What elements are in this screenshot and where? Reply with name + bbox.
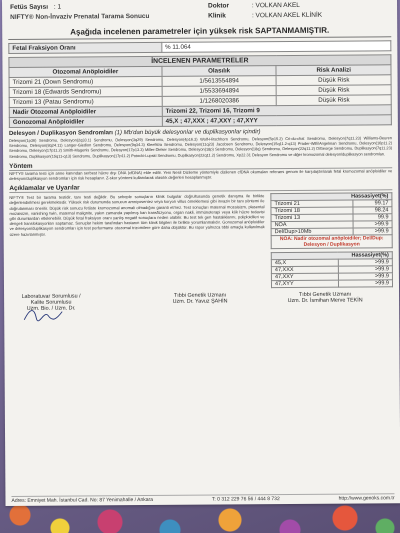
sens-value: >99.9 (338, 266, 392, 273)
table-row (271, 280, 392, 288)
geneticist-2-name: Uzm. Dr. İsmihan Merve TEKİN (287, 297, 363, 305)
rare-autosomal-value: Trizomi 22, Trizomi 16, Trizomi 9 (162, 105, 391, 117)
sens-key: Trizomi 18 (271, 207, 353, 215)
row-probability: 1/5613554894 (162, 76, 277, 87)
lab-name: Uzm. Bio. / Uzm. Dr. (26, 305, 76, 313)
sensitivity-note: NOA: Nadir otozomal anöploidiler; Del/Dup: Delesyon / Duplikasyon (271, 235, 392, 249)
row-probability: 1/5533694894 (162, 86, 277, 97)
sens-key: Trizomi 13 (271, 214, 353, 222)
sens-value: >99.9 (353, 221, 392, 228)
row-risk: Düşük Risk (276, 85, 391, 96)
col-risk: Risk Analizi (276, 65, 391, 76)
gonosomal-value: 45,X ; 47,XXX ; 47,XXY ; 47,XYY (162, 115, 391, 127)
notes-text: NIFTY® Test bir tarama testidir, tanı testi değildir. Bu sebeple sonuçların klinik bulgular doğrultusunda genetik danışma ile birlikte değerlendirilmesi gerekmektedir. Yüksek risk durumunda sonucun amniyosentez veya koryon villus örneklemesi gibi invaziv bir tanı yöntemi ile doğrulanması önerilir. Düşük risk sonucu fetüste kromozomal anomali olmadığını garanti etmez. Test sonuçları maternal mozaisizm, plasental mozaisizm, vanishing twin, maternal malignite, yakın zamanda yapılmış kan transfüzyonu, organ nakli, immünoterapi veya kök hücre tedavisi gibi durumlardan etkilenebilir. Düşük fetal fraksiyon oranı yanlış negatif sonuçlara neden olabilir. Bu test tek gen hastalıklarını, poliploidileri ve dengeli translokasyonları saptamaz. Sonuçlar hekim tarafından hastanın tüm klinik bilgileri ile birlikte yorumlanmalıdır. Gonozomal anöploidiler ve delesyon/duplikasyon sendromları için test performansı otozomal trizomilere göre daha düşüktür. Bu rapor yalnızca tıbbi amaçla kullanılmak üzere hazırlanmıştır. (9, 193, 265, 237)
sensitivity-head: Hassasiyet(%) (271, 193, 392, 201)
col-aneuploidy: Otozomal Anöploidiler (9, 66, 162, 77)
report-page (2, 0, 400, 506)
row-name: Trizomi 18 (Edwards Sendromu) (9, 86, 162, 97)
sens-value: 99.17 (353, 200, 392, 207)
clinic-value: : VOLKAN AKEL KLİNİK (251, 11, 323, 20)
geneticist-1-block (160, 293, 240, 306)
sens-value: >99.9 (338, 259, 392, 266)
gonosomal-label: Gonozomal Anöploidiler (9, 116, 162, 127)
row-risk: Düşük Risk (277, 95, 392, 106)
row-probability: 1/1268020386 (162, 96, 277, 107)
signature-area (10, 291, 393, 338)
fetal-fraction-label: Fetal Fraksiyon Oranı (9, 42, 162, 53)
deletion-note: (1) Mb'dan büyük delesyonlar ve duplikasyonlar içindir) (114, 129, 261, 137)
sens-key: 47,XXY (271, 273, 338, 280)
col-probability: Olasılık (162, 66, 277, 77)
geneticist-2-label: Tıbbi Genetik Uzmanı (298, 291, 352, 299)
parameters-table (8, 54, 391, 128)
doctor-value: : VOLKAN AKEL (251, 1, 300, 10)
fetus-label: Fetüs Sayısı (10, 3, 49, 11)
clinic-line (208, 12, 322, 20)
gonosomal-sensitivity-table (271, 251, 393, 288)
notes-section (9, 192, 393, 290)
geneticist-1-label: Tıbbi Genetik Uzmanı (173, 292, 227, 300)
fetal-fraction-table (8, 40, 391, 54)
phone: T: 0 312 229 76 56 / 444 8 732 (211, 496, 280, 503)
fetus-value: 1 (57, 3, 62, 11)
geneticist-1-name: Uzm. Dr. Yavuz ŞAHİN (172, 298, 228, 306)
row-name: Trizomi 13 (Patau Sendromu) (9, 96, 162, 107)
sensitivity-table (270, 192, 392, 249)
deletion-list: Delesyon(1p36) Sendromu, Delesyon(2q33.1) Sendromu, Delesyon(3q29) Sendromu, Delesyon(4p16.3) Wolf-Hirschhorn Sendromu, Delesyon(5p15.2) Cri-du-chat Sendromu, Delesyon(7q11.23) Williams-Beuren Sendromu, Delesyon(8q24.11) Langer-Giedion Sendromu, Delesyon(9q34.3) Kleefstra Sendromu, Delesyon(11q23) Jacobsen Sendromu, Delesyon(15q11.2-q13) Prader-Willi/Angelman Sendromu, Delesyon(16p11.2) Sendromu, Delesyon(17p11.2) Smith-Magenis Sendromu, Delesyon(17p13.3) Miller-Dieker Sendromu, Delesyon(18p) Sendromu, Delesyon(18q) Sendromu, Delesyon(22q11.2) DiGeorge Sendromu, Duplikasyon(7q11.23) Sendromu, Duplikasyon(15q11-q13) Sendromu, Duplikasyon(17p11.2) Potocki-Lupski Sendromu, Duplikasyon(22q11.2) Sendromu, Xp22.31 Delesyon Sendromu ve diğer kromozomal delesyon/duplikasyon sendromları. (8, 135, 393, 159)
sens-key: Trizomi 21 (271, 200, 353, 208)
handwritten-signature (22, 306, 64, 324)
row-name: Trizomi 21 (Down Sendromu) (9, 76, 162, 87)
sens-key: 47,XYY (271, 280, 338, 287)
sens-key: 45,X (271, 259, 338, 266)
sens-value: 98.24 (353, 207, 392, 214)
report-header (8, 0, 391, 26)
method-text: NIFTY® tarama testi için anne kanından serbest hücre dışı DNA (cfDNA) elde edilir. Yeni Nesil Dizileme yöntemiyle dizilenen cfDNA okumaları referans genom ile karşılaştırılarak fetal kromozomal anöploidiler ve delesyon/duplikasyon sendromları için risk hesaplanır. Z-skor yöntemi kullanılarak olasılık değerleri hesaplanmıştır. (9, 168, 393, 181)
sens-key: Del/Dup>10Mb (271, 228, 353, 236)
parameters-section-title: İNCELENEN PARAMETRELER (9, 55, 391, 68)
report-subtitle: NIFTY® Non-İnvaziv Prenatal Tarama Sonucu (10, 12, 150, 21)
sens-value: >99.9 (353, 228, 392, 235)
sensitivity-head-2: Hassasiyet(%) (271, 252, 392, 260)
method-title: Yöntem (9, 160, 392, 171)
lab-label: Laboratuvar Sorumlusu / Kalite Sorumlusu (21, 293, 81, 307)
sens-key: NOA (271, 221, 353, 229)
result-title: Aşağıda incelenen parametreler için yüksek risk SAPTANMAMIŞTIR. (8, 25, 391, 40)
website: http://www.genoks.com.tr (338, 495, 395, 502)
doctor-label: Doktor (208, 2, 230, 10)
clinic-label: Klinik (208, 12, 226, 20)
fetal-fraction-value: % 11.064 (162, 41, 391, 53)
sens-value: >99.9 (338, 280, 392, 287)
geneticist-2-block (280, 292, 370, 305)
fetus-count: Fetüs Sayısı : 1 (10, 3, 62, 11)
sens-value: 99.9 (353, 214, 392, 221)
doctor-line (208, 2, 300, 10)
sensitivity-panel (270, 192, 393, 288)
row-risk: Düşük Risk (276, 75, 391, 86)
notes-title: Açıklamalar ve Uyarılar (9, 182, 392, 193)
sens-key: 47,XXX (271, 266, 338, 273)
deletion-label: Delesyon / Duplikasyon Sendromları (8, 130, 113, 137)
gonosomal-row (9, 115, 391, 128)
address-bar (11, 493, 394, 504)
address: Adres: Emniyet Mah. İstanbul Cad. No: 87 Yenimahalle / Ankara (11, 496, 153, 504)
rare-autosomal-label: Nadir Otozomal Anöploidiler (9, 106, 162, 117)
sens-value: >99.9 (338, 273, 392, 280)
